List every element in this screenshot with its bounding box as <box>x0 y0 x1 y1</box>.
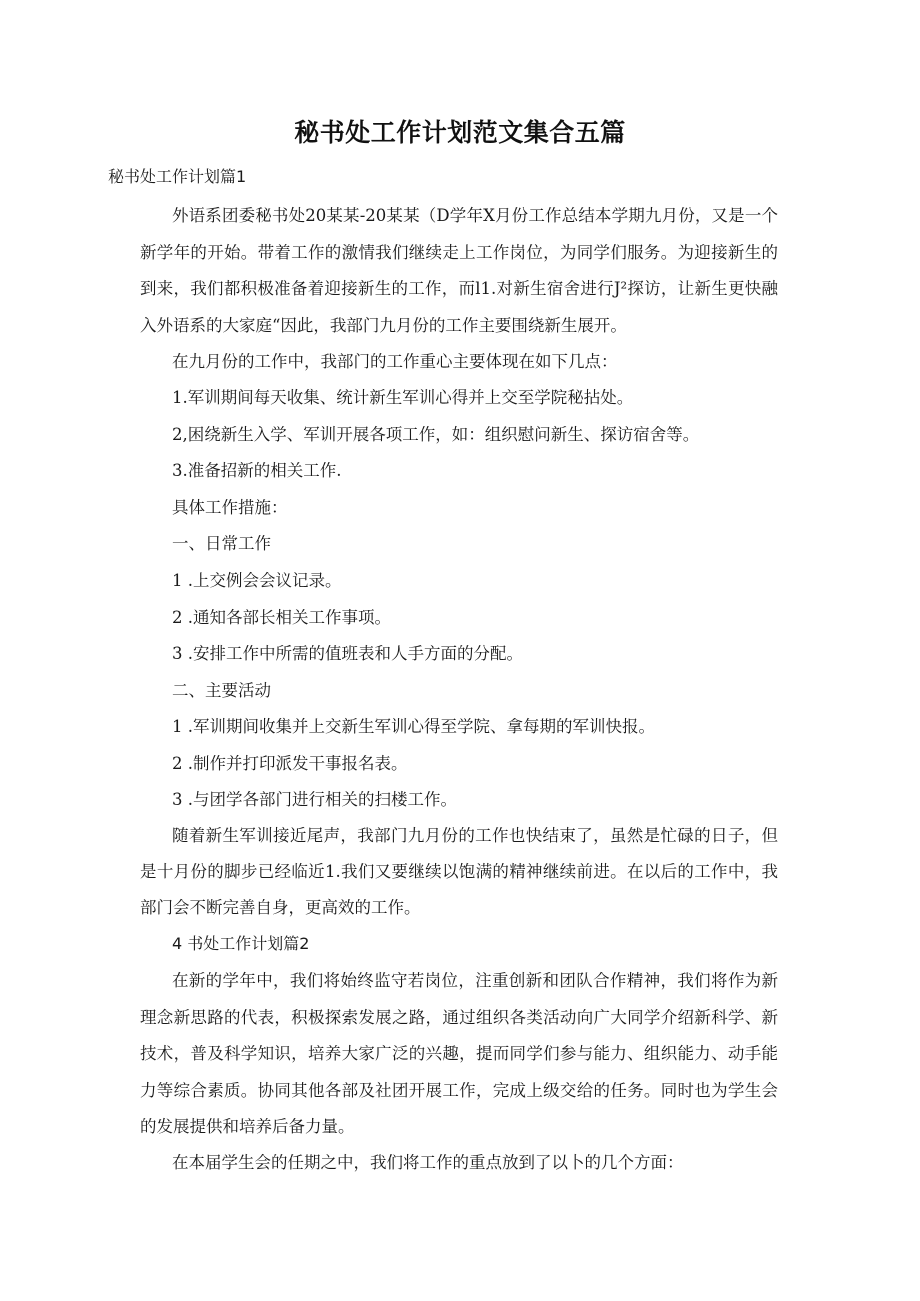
list-item: 2,困绕新生入学、军训开展各项工作，如：组织慰问新生、探访宿舍等。 <box>172 425 700 444</box>
paragraph-line: 在九月份的工作中，我部门的工作重心主要体现在如下几点： <box>172 352 618 371</box>
paragraph-line: 在新的学年中，我们将始终监守若岗位，注重创新和团队合作精神，我们将作为新 <box>172 971 778 990</box>
paragraph-line: 理念新思路的代表，积极探索发展之路，通过组织各类活动向广大同学介绍新科学、新 <box>140 1008 778 1027</box>
paragraph-line: 的发展提供和培养后备力量。 <box>140 1117 355 1136</box>
paragraph-line: 部门会不断完善自身，更高效的工作。 <box>140 898 421 917</box>
list-item: 3 .安排工作中所需的值班表和人手方面的分配。 <box>172 644 523 663</box>
paragraph-line: 是十月份的脚步已经临近1.我们又要继续以饱满的精神继续前进。在以后的工作中，我 <box>140 862 778 881</box>
paragraph-line: 具体工作措施： <box>172 498 288 517</box>
paragraph-line: 技术，普及科学知识，培养大家广泛的兴趣，提而同学们参与能力、组织能力、动手能 <box>140 1044 778 1063</box>
document-title: 秘书处工作计划范文集合五篇 <box>294 118 626 147</box>
paragraph-line: 入外语系的大家庭“因此，我部门九月份的工作主要围绕新生展开。 <box>140 316 627 335</box>
section-heading-1: 秘书处工作计划篇1 <box>108 167 247 186</box>
paragraph-line: 外语系团委秘书处20某某-20某某（D学年X月份工作总结本学期九月份，又是一个 <box>172 206 778 225</box>
list-item: 2 .通知各部长相关工作事项。 <box>172 608 391 627</box>
list-item: 1 .上交例会会议记录。 <box>172 571 342 590</box>
list-item: 1 .军训期间收集并上交新生军训心得至学院、拿每期的军训快报。 <box>172 717 655 736</box>
subsection-heading: 二、主要活动 <box>172 681 271 700</box>
paragraph-line: 在本届学生会的任期之中，我们将工作的重点放到了以卜的几个方面： <box>172 1153 684 1172</box>
paragraph-line: 到来，我们都积极准备着迎接新生的工作，而l1.对新生宿舍进行J²探访，让新生更快融 <box>140 279 778 298</box>
list-item: 2 .制作并打印派发干事报名表。 <box>172 754 408 773</box>
list-item: 3.准备招新的相关工作. <box>172 461 342 480</box>
section-heading-2: 4 书处工作计划篇2 <box>172 934 310 953</box>
paragraph-line: 力等综合素质。协同其他各部及社团开展工作，完成上级交给的任务。同时也为学生会 <box>140 1081 778 1100</box>
paragraph-line: 新学年的开始。带着工作的激情我们继续走上工作岗位，为同学们服务。为迎接新生的 <box>140 243 778 262</box>
list-item: 1.军训期间每天收集、统计新生军训心得并上交至学院秘拈处。 <box>172 388 634 407</box>
paragraph-line: 随着新生军训接近尾声，我部门九月份的工作也快结束了，虽然是忙碌的日子，但 <box>172 826 778 845</box>
list-item: 3 .与团学各部门进行相关的扫楼工作。 <box>172 790 457 809</box>
subsection-heading: 一、日常工作 <box>172 534 271 553</box>
